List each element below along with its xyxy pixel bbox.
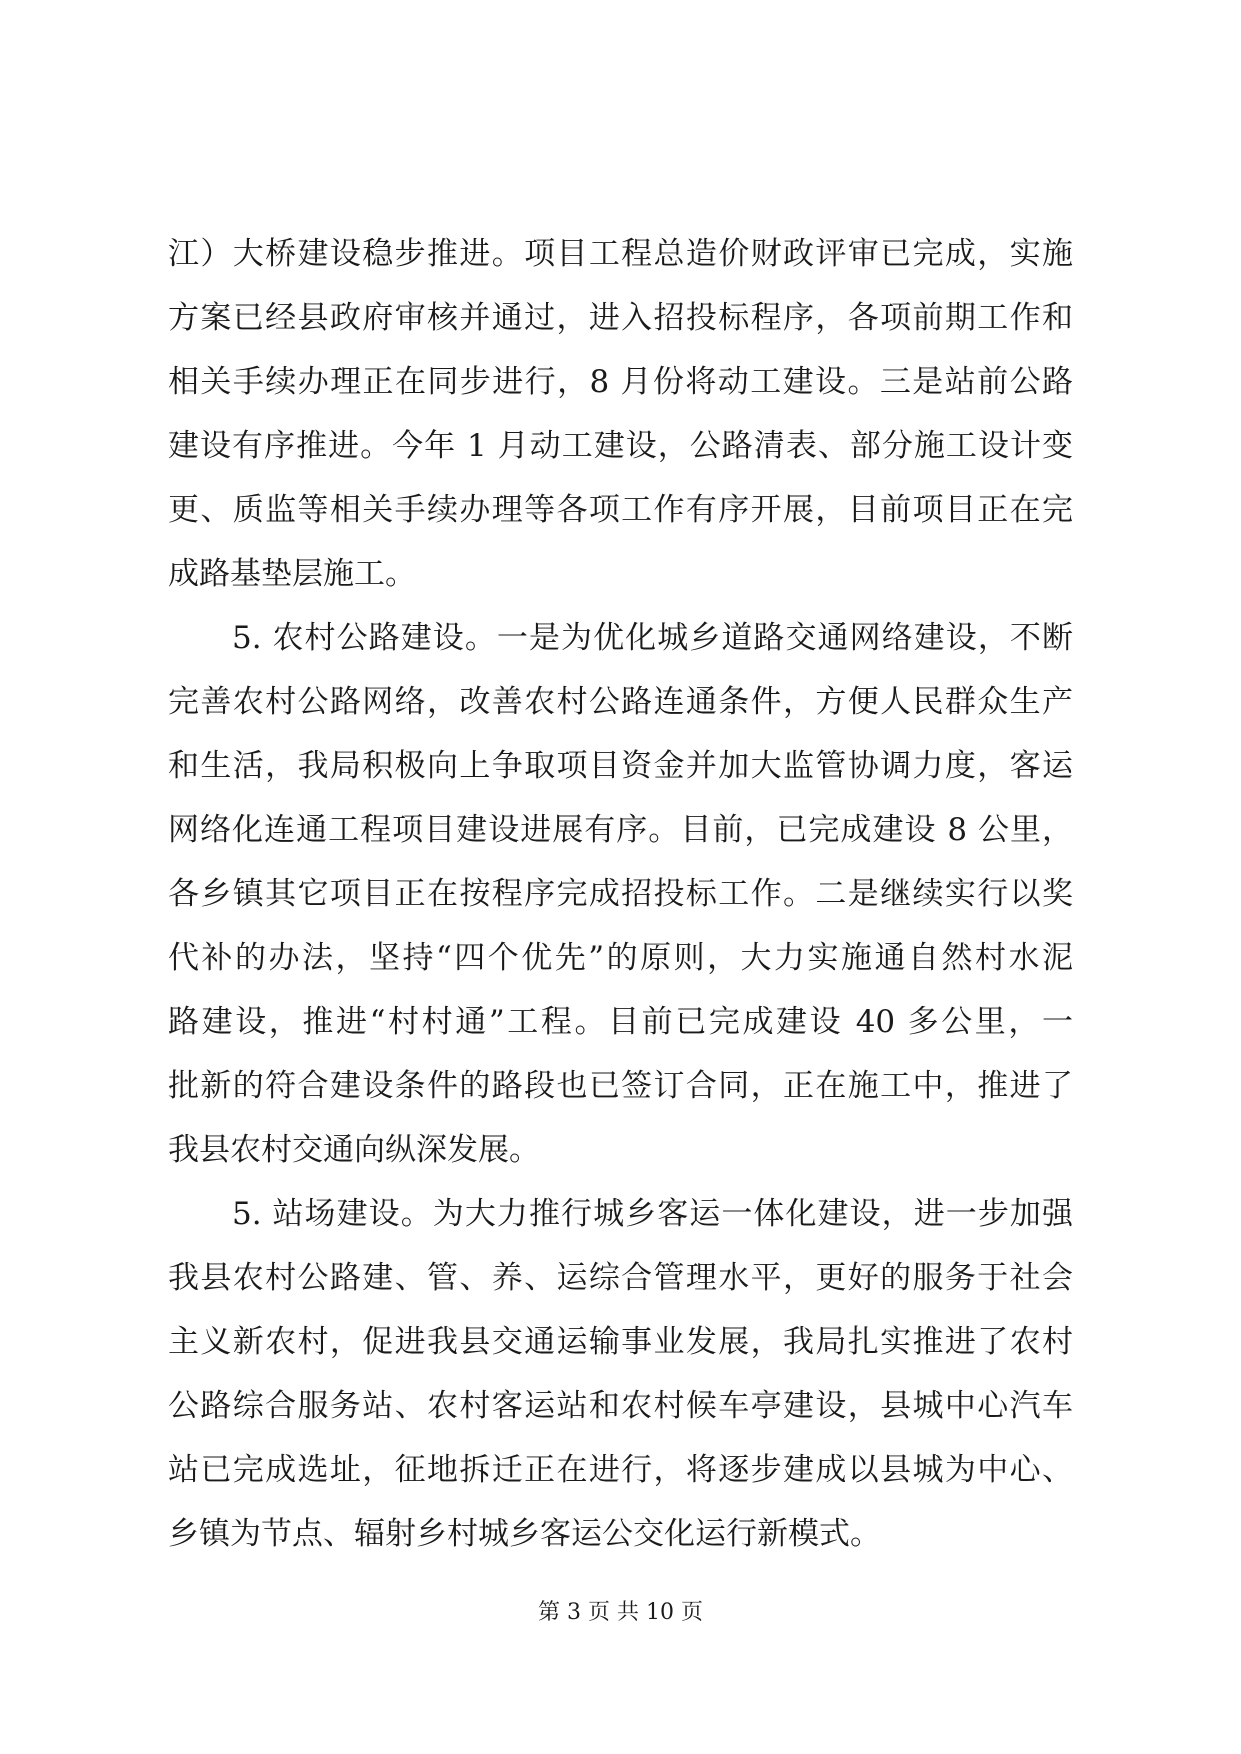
text-line: 乡镇为节点、辐射乡村城乡客运公交化运行新模式。 — [168, 1516, 881, 1552]
text-line: 主义新农村，促进我县交通运输事业发展，我局扎实推进了农村 — [168, 1324, 1073, 1360]
page-number-footer: 第 3 页 共 10 页 — [538, 1600, 703, 1625]
text-line: 5. 站场建设。为大力推行城乡客运一体化建设，进一步加强 — [232, 1196, 1073, 1232]
text-line: 网络化连通工程项目建设进展有序。目前，已完成建设 8 公里， — [168, 812, 1073, 848]
text-line: 我县农村交通向纵深发展。 — [168, 1132, 540, 1168]
text-line: 各乡镇其它项目正在按程序完成招投标工作。二是继续实行以奖 — [168, 876, 1073, 912]
text-line: 站已完成选址，征地拆迁正在进行，将逐步建成以县城为中心、 — [168, 1452, 1073, 1488]
text-line: 公路综合服务站、农村客运站和农村候车亭建设，县城中心汽车 — [168, 1388, 1073, 1424]
text-line: 方案已经县政府审核并通过，进入招投标程序，各项前期工作和 — [168, 300, 1073, 336]
paragraph-rural-road — [168, 606, 1073, 1182]
paragraph-bridge-road — [168, 222, 1073, 606]
text-line: 江）大桥建设稳步推进。项目工程总造价财政评审已完成，实施 — [168, 236, 1073, 272]
text-line: 路建设，推进“村村通”工程。目前已完成建设 40 多公里，一 — [168, 1004, 1073, 1040]
text-line: 5. 农村公路建设。一是为优化城乡道路交通网络建设，不断 — [232, 620, 1073, 656]
text-line: 更、质监等相关手续办理等各项工作有序开展，目前项目正在完 — [168, 492, 1073, 528]
text-line: 批新的符合建设条件的路段也已签订合同，正在施工中，推进了 — [168, 1068, 1073, 1104]
text-line: 代补的办法，坚持“四个优先”的原则，大力实施通自然村水泥 — [168, 940, 1073, 976]
paragraph-station — [168, 1182, 1073, 1566]
text-line: 我县农村公路建、管、养、运综合管理水平，更好的服务于社会 — [168, 1260, 1073, 1296]
text-line: 建设有序推进。今年 1 月动工建设，公路清表、部分施工设计变 — [168, 428, 1073, 464]
text-line: 相关手续办理正在同步进行，8 月份将动工建设。三是站前公路 — [168, 364, 1073, 400]
text-line: 成路基垫层施工。 — [168, 556, 416, 592]
text-line: 和生活，我局积极向上争取项目资金并加大监管协调力度，客运 — [168, 748, 1073, 784]
text-line: 完善农村公路网络，改善农村公路连通条件，方便人民群众生产 — [168, 684, 1073, 720]
document-body — [168, 222, 1073, 1566]
